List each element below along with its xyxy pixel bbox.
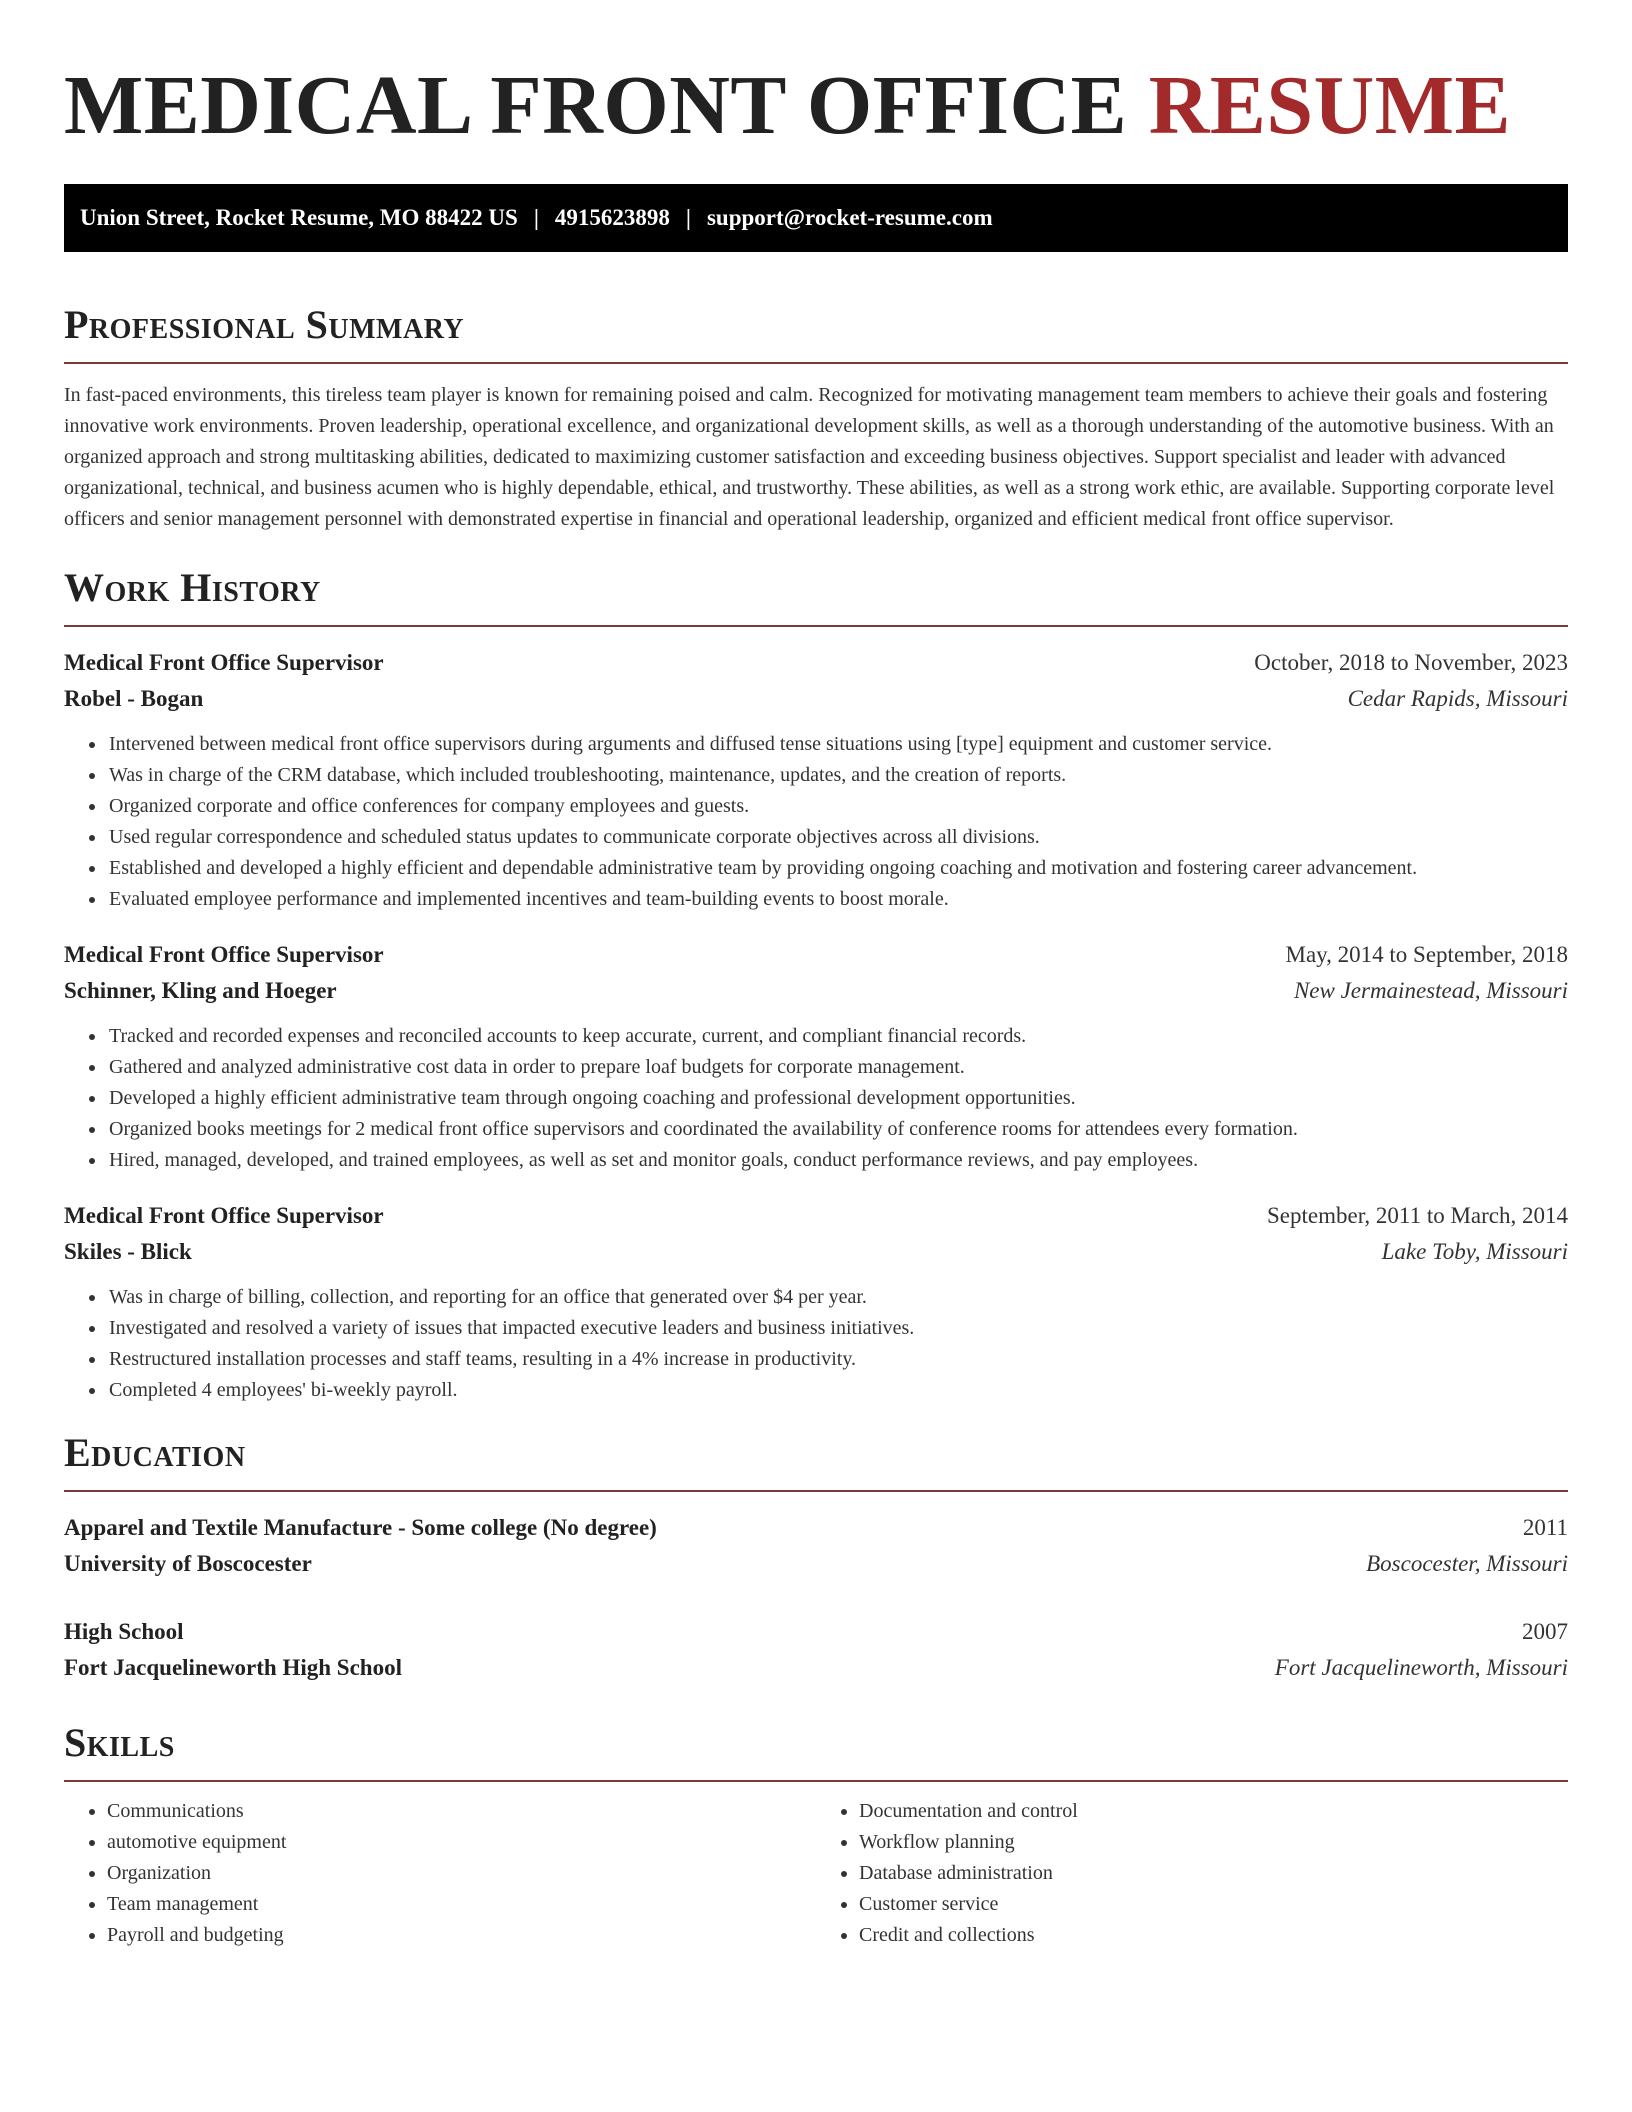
title-main: MEDICAL FRONT OFFICE	[64, 59, 1128, 152]
education-school: Fort Jacquelineworth High School	[64, 1655, 402, 1680]
section-divider	[64, 1490, 1568, 1492]
contact-phone: 4915623898	[554, 205, 670, 230]
job-location: New Jermainestead, Missouri	[1293, 978, 1568, 1003]
skill-item: • Workflow planning	[859, 1827, 1568, 1858]
job-list	[64, 645, 1568, 1406]
education-school: University of Boscocester	[64, 1551, 312, 1576]
job-bullet: • Developed a highly efficient administrative team through ongoing coaching and professional development opportunities.	[107, 1083, 1568, 1114]
job-bullet: • Restructured installation processes and staff teams, resulting in a 4% increase in productivity.	[107, 1344, 1568, 1375]
job-company-row	[64, 681, 1568, 717]
job-bullet-list	[64, 1021, 1568, 1176]
section-heading-skills: Skills	[64, 1720, 175, 1765]
contact-separator: |	[685, 205, 691, 230]
job-bullet: • Investigated and resolved a variety of issues that impacted executive leaders and business initiatives.	[107, 1313, 1568, 1344]
job-title: Medical Front Office Supervisor	[64, 1203, 384, 1228]
job-company: Robel - Bogan	[64, 686, 204, 711]
skill-item: • Team management	[107, 1889, 816, 1920]
job-bullet: • Established and developed a highly efficient and dependable administrative team by providing ongoing coaching and motivation and fostering career advancement.	[107, 853, 1568, 884]
education-location: Fort Jacquelineworth, Missouri	[1274, 1655, 1568, 1680]
job-entry	[64, 1198, 1568, 1406]
job-company: Skiles - Blick	[64, 1239, 192, 1264]
job-location: Lake Toby, Missouri	[1381, 1239, 1568, 1264]
education-section	[64, 1428, 1568, 1686]
skill-item: • automotive equipment	[107, 1827, 816, 1858]
job-bullet: • Intervened between medical front office supervisors during arguments and diffused tense situations using [type] equipment and customer service.	[107, 729, 1568, 760]
job-location: Cedar Rapids, Missouri	[1347, 686, 1568, 711]
job-bullet: • Used regular correspondence and scheduled status updates to communicate corporate objectives across all divisions.	[107, 822, 1568, 853]
education-year: 2011	[1522, 1515, 1568, 1540]
skills-list-left	[64, 1796, 816, 1951]
job-bullet: • Was in charge of billing, collection, and reporting for an office that generated over $4 per year.	[107, 1282, 1568, 1313]
skills-columns	[64, 1796, 1568, 1951]
job-dates: September, 2011 to March, 2014	[1267, 1203, 1568, 1228]
summary-section	[64, 300, 1568, 535]
job-title: Medical Front Office Supervisor	[64, 942, 384, 967]
job-entry	[64, 937, 1568, 1176]
education-school-row	[64, 1546, 1568, 1582]
skill-item: • Customer service	[859, 1889, 1568, 1920]
education-entry	[64, 1614, 1568, 1686]
job-company: Schinner, Kling and Hoeger	[64, 978, 337, 1003]
section-divider	[64, 362, 1568, 364]
contact-separator: |	[533, 205, 539, 230]
job-bullet: • Gathered and analyzed administrative cost data in order to prepare loaf budgets for corporate management.	[107, 1052, 1568, 1083]
title-accent: RESUME	[1148, 59, 1512, 152]
resume-title	[64, 56, 1568, 156]
education-degree: Apparel and Textile Manufacture - Some college (No degree)	[64, 1515, 657, 1540]
section-divider	[64, 625, 1568, 627]
skills-section	[64, 1718, 1568, 1951]
section-divider	[64, 1780, 1568, 1782]
summary-text: In fast-paced environments, this tireless team player is known for remaining poised and calm. Recognized for motivating management team members to achieve their goals and fostering innovative work environments. Proven leadership, operational excellence, and organizational development skills, as well as a thorough understanding of the automotive business. With an organized approach and strong multitasking abilities, dedicated to maximizing customer satisfaction and exceeding business objectives. Support specialist and leader with advanced organizational, technical, and business acumen who is highly dependable, ethical, and trustworthy. These abilities, as well as a strong work ethic, are available. Supporting corporate level officers and senior management personnel with demonstrated expertise in financial and operational leadership, organized and efficient medical front office supervisor.	[64, 384, 1555, 530]
job-header-row	[64, 937, 1568, 973]
job-bullet: • Organized corporate and office conferences for company employees and guests.	[107, 791, 1568, 822]
education-degree: High School	[64, 1619, 184, 1644]
job-header-row	[64, 1198, 1568, 1234]
job-bullet: • Was in charge of the CRM database, which included troubleshooting, maintenance, updates, and the creation of reports.	[107, 760, 1568, 791]
skills-list-right	[816, 1796, 1568, 1951]
education-header-row	[64, 1614, 1568, 1650]
job-bullet: • Tracked and recorded expenses and reconciled accounts to keep accurate, current, and compliant financial records.	[107, 1021, 1568, 1052]
skill-item: • Communications	[107, 1796, 816, 1827]
job-dates: May, 2014 to September, 2018	[1285, 942, 1568, 967]
contact-address: Union Street, Rocket Resume, MO 88422 US	[80, 205, 518, 230]
job-header-row	[64, 645, 1568, 681]
job-company-row	[64, 973, 1568, 1009]
work-history-section	[64, 563, 1568, 1406]
education-header-row	[64, 1510, 1568, 1546]
job-bullet-list	[64, 729, 1568, 915]
contact-bar	[64, 184, 1568, 252]
job-dates: October, 2018 to November, 2023	[1254, 650, 1568, 675]
contact-email: support@rocket-resume.com	[706, 205, 993, 230]
section-heading-summary: Professional Summary	[64, 302, 465, 347]
skill-item: • Documentation and control	[859, 1796, 1568, 1827]
skill-item: • Organization	[107, 1858, 816, 1889]
skill-item: • Database administration	[859, 1858, 1568, 1889]
skill-item: • Credit and collections	[859, 1920, 1568, 1951]
education-entry	[64, 1510, 1568, 1582]
job-title: Medical Front Office Supervisor	[64, 650, 384, 675]
education-year: 2007	[1522, 1619, 1568, 1644]
section-heading-work-history: Work History	[64, 565, 321, 610]
education-location: Boscocester, Missouri	[1366, 1551, 1568, 1576]
job-bullet-list	[64, 1282, 1568, 1406]
job-bullet: • Evaluated employee performance and implemented incentives and team-building events to boost morale.	[107, 884, 1568, 915]
job-bullet: • Organized books meetings for 2 medical front office supervisors and coordinated the availability of conference rooms for attendees every formation.	[107, 1114, 1568, 1145]
education-school-row	[64, 1650, 1568, 1686]
section-heading-education: Education	[64, 1430, 246, 1475]
job-bullet: • Completed 4 employees' bi-weekly payroll.	[107, 1375, 1568, 1406]
job-bullet: • Hired, managed, developed, and trained employees, as well as set and monitor goals, conduct performance reviews, and pay employees.	[107, 1145, 1568, 1176]
education-list	[64, 1510, 1568, 1686]
skill-item: • Payroll and budgeting	[107, 1920, 816, 1951]
job-company-row	[64, 1234, 1568, 1270]
job-entry	[64, 645, 1568, 915]
